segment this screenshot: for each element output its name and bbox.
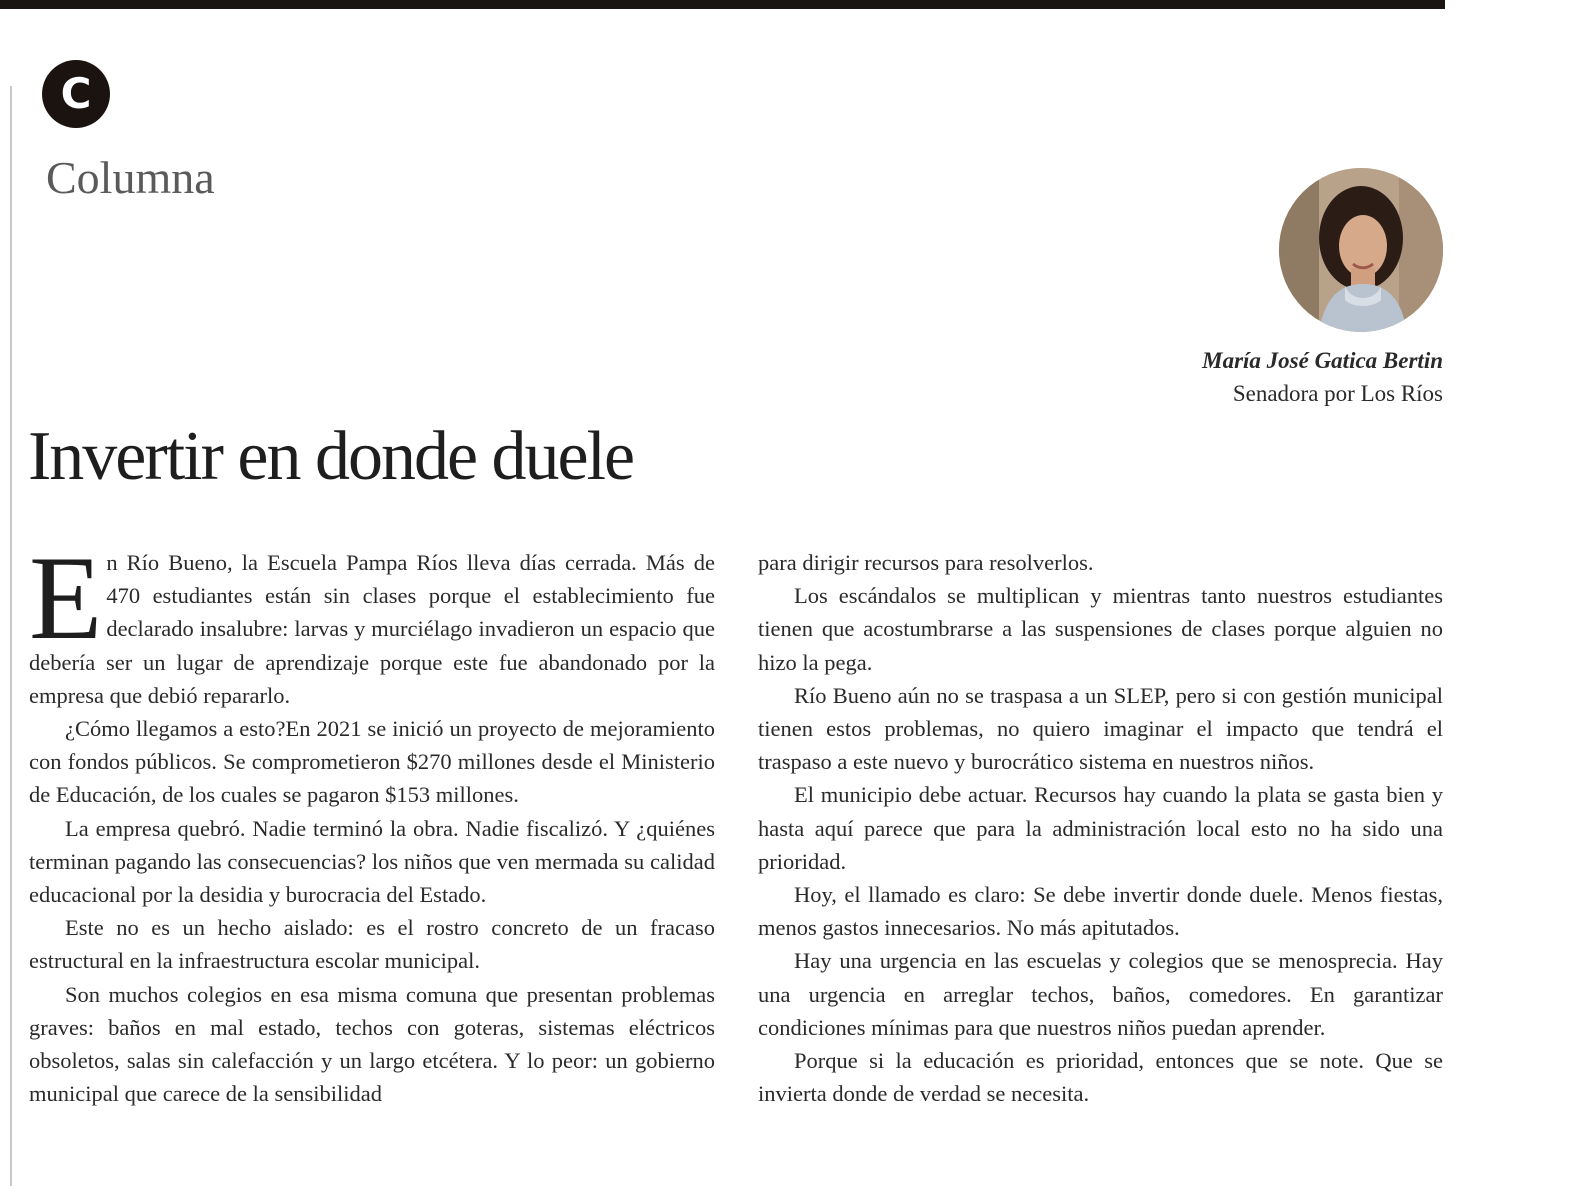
article-paragraph: ¿Cómo llegamos a esto?En 2021 se inició un proyecto de mejoramiento con fondos públicos. Se comprometieron $270 millones desde el Ministerio de Educación, de los cuales se pagaron $153 millones. — [29, 716, 715, 808]
article-title: Invertir en donde duele — [28, 418, 634, 495]
article-paragraph: Hay una urgencia en las escuelas y colegios que se menosprecia. Hay una urgencia en arreglar techos, baños, comedores. En garantizar condiciones mínimas para que nuestros niños puedan aprender. — [758, 948, 1443, 1040]
left-margin-rule — [10, 86, 12, 1186]
article-column-left — [29, 531, 715, 1110]
article-paragraph: Hoy, el llamado es claro: Se debe invertir donde duele. Menos fiestas, menos gastos innecesarios. No más apitutados. — [758, 882, 1443, 941]
author-portrait-icon — [1279, 168, 1443, 332]
drop-cap: E — [29, 531, 103, 664]
article-paragraph-continuation: para dirigir recursos para resolverlos. — [758, 550, 1094, 575]
author-name: María José Gatica Bertin — [1202, 348, 1443, 373]
section-label: Columna — [46, 152, 215, 203]
section-badge: C — [42, 60, 110, 128]
article-paragraph: Río Bueno aún no se traspasa a un SLEP, pero si con gestión municipal tienen estos problemas, no quiero imaginar el impacto que tendrá el traspaso a este nuevo y burocrático sistema en nuestros niños. — [758, 682, 1443, 775]
article-column-right — [758, 546, 1443, 1110]
author-role: Senadora por Los Ríos — [1232, 381, 1443, 406]
author-photo — [1279, 168, 1443, 332]
article-paragraph: La empresa quebró. Nadie terminó la obra. Nadie fiscalizó. Y ¿quiénes terminan pagando las consecuencias? los niños que ven mermada su calidad educacional por la desidia y burocracia del Estado. — [29, 815, 715, 908]
top-rule — [0, 0, 1445, 9]
article-paragraph: Los escándalos se multiplican y mientras tanto nuestros estudiantes tienen que acostumbrarse a las suspensiones de clases porque alguien no hizo la pega. — [758, 583, 1443, 675]
article-paragraph: Porque si la educación es prioridad, entonces que se note. Que se invierta donde de verdad se necesita. — [758, 1048, 1443, 1107]
article-paragraph: Este no es un hecho aislado: es el rostro concreto de un fracaso estructural en la infraestructura escolar municipal. — [29, 915, 715, 974]
article-paragraph: El municipio debe actuar. Recursos hay cuando la plata se gasta bien y hasta aquí parece que para la administración local esto no ha sido una prioridad. — [758, 782, 1443, 874]
article-paragraph — [29, 531, 715, 712]
article-paragraph: Son muchos colegios en esa misma comuna que presentan problemas graves: baños en mal estado, techos con goteras, sistemas eléctricos obsoletos, salas sin calefacción y un largo etcétera. Y lo peor: un gobierno municipal que carece de la sensibilidad — [29, 981, 715, 1107]
first-paragraph-text: n Río Bueno, la Escuela Pampa Ríos lleva días cerrada. Más de 470 estudiantes están sin clases porque el establecimiento fue declarado insalubre: larvas y murciélago invadieron un espacio que debería ser un lugar de aprendizaje porque este fue abandonado por la empresa que debió repararlo. — [29, 550, 715, 708]
